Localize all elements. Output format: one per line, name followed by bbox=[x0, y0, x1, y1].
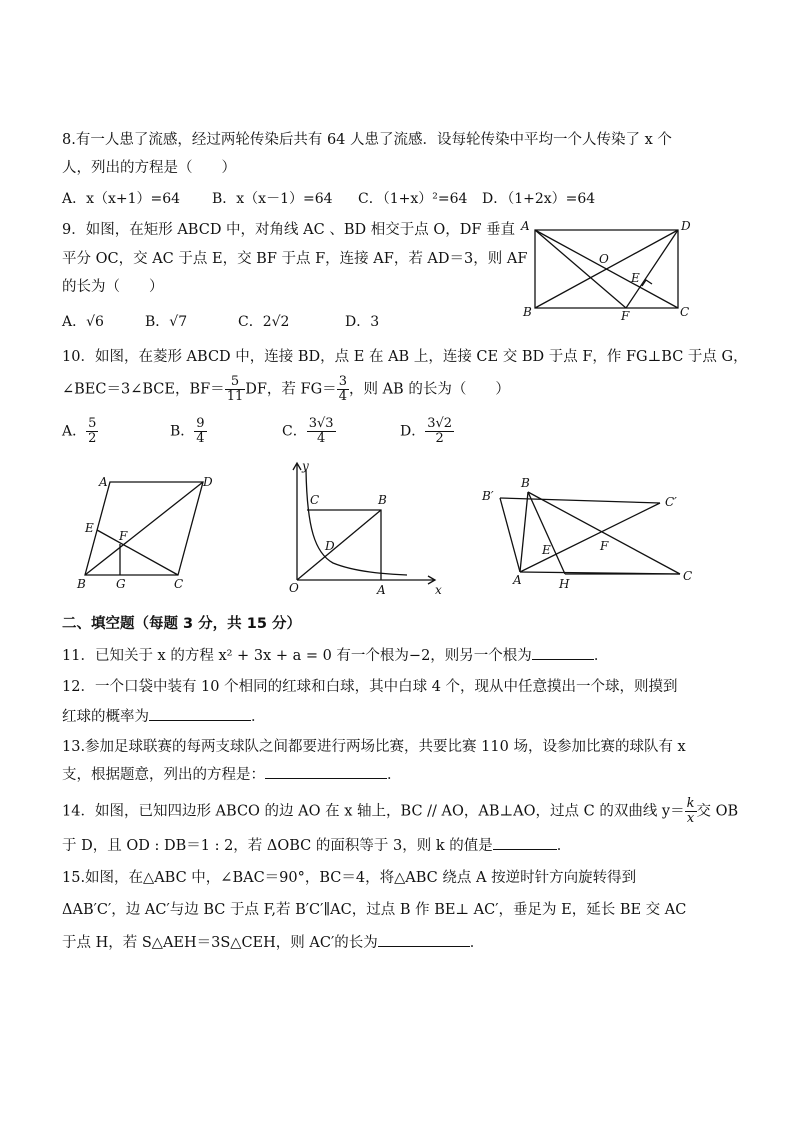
label-o: O bbox=[289, 581, 299, 595]
q8-line2: 人，列出的方程是（ ） bbox=[62, 160, 236, 176]
option-letter: A． bbox=[62, 423, 87, 440]
q10-option-a bbox=[62, 417, 98, 446]
fraction-denominator: 4 bbox=[338, 389, 347, 404]
q9-rectangle-figure bbox=[515, 218, 695, 323]
option-fraction bbox=[425, 417, 454, 446]
q9-option-a: A．√6 bbox=[62, 314, 104, 330]
q9-option-b: B．√7 bbox=[145, 314, 188, 330]
segments-cb-ba bbox=[307, 510, 381, 580]
q9-line1: 9．如图，在矩形 ABCD 中，对角线 AC 、BD 相交于点 O，DF 垂直 bbox=[62, 222, 516, 238]
label-b: B bbox=[77, 577, 86, 591]
q14-line2-part-a: 于 D，且 OD : DB＝1 : 2，若 ΔOBC 的面积等于 3，则 k 的值是 bbox=[62, 838, 493, 854]
fraction-numerator: 5 bbox=[225, 375, 246, 390]
option-letter: C． bbox=[282, 423, 307, 440]
q15-rotation-figure bbox=[470, 470, 705, 595]
q10-rhombus-figure bbox=[75, 470, 225, 595]
fraction-numerator: 3√3 bbox=[308, 416, 334, 431]
label-d: D bbox=[325, 539, 335, 553]
q15-line3-part-b: ． bbox=[469, 935, 485, 951]
label-c: C bbox=[310, 493, 320, 507]
segment-af bbox=[535, 230, 626, 308]
fraction-denominator: 2 bbox=[435, 431, 444, 446]
q10-line2-part-c: ，则 AB 的长为（ ） bbox=[348, 381, 510, 398]
q9-line2: 平分 OC，交 AC 于点 E，交 BF 于点 F，连接 AF，若 AD＝3，则 AF bbox=[62, 251, 528, 267]
q11-text-part-a: 11．已知关于 x 的方程 x² + 3x + a = 0 有一个根为−2，则另一个根为 bbox=[62, 648, 532, 664]
q14-answer-blank[interactable] bbox=[493, 835, 557, 850]
fraction-denominator: 11 bbox=[226, 389, 244, 404]
label-c-prime: C′ bbox=[665, 495, 677, 509]
q8-option-a: A．x（x+1）=64 bbox=[62, 191, 181, 207]
label-a: A bbox=[521, 219, 530, 233]
label-b: B bbox=[378, 493, 387, 507]
label-a: A bbox=[377, 583, 386, 597]
q11-answer-blank[interactable] bbox=[532, 645, 594, 660]
q13-line2-part-b: ． bbox=[387, 767, 402, 783]
q10-line2-part-b: DF，若 FG＝ bbox=[245, 381, 337, 398]
fraction-denominator: 2 bbox=[88, 431, 97, 446]
q10-option-b bbox=[170, 417, 207, 446]
segment-bh bbox=[528, 492, 565, 574]
section-heading-fill-in: 二、填空题（每题 3 分，共 15 分） bbox=[62, 616, 301, 632]
label-c: C bbox=[683, 569, 693, 583]
label-a: A bbox=[513, 573, 522, 587]
option-fraction bbox=[307, 417, 336, 446]
q15-line3-part-a: 于点 H，若 S△AEH＝3S△CEH，则 AC′的长为 bbox=[62, 935, 378, 951]
label-a: A bbox=[99, 475, 108, 489]
label-g: G bbox=[116, 577, 126, 591]
q10-line1: 10．如图，在菱形 ABCD 中，连接 BD，点 E 在 AB 上，连接 CE 交 BD 于点 F，作 FG⊥BC 于点 G， bbox=[62, 349, 748, 365]
q15-line3 bbox=[62, 932, 484, 953]
q14-line2-part-b: ． bbox=[556, 838, 572, 854]
q8-option-b: B．x（x－1）=64 bbox=[212, 191, 333, 207]
q15-answer-blank[interactable] bbox=[378, 932, 470, 947]
label-f: F bbox=[621, 309, 630, 323]
q12-line1: 12．一个口袋中装有 10 个相同的红球和白球，其中白球 4 个，现从中任意摸出一个球，则摸到 bbox=[62, 679, 678, 695]
q12-line2-part-b: ． bbox=[251, 709, 266, 725]
fraction-denominator: 4 bbox=[196, 431, 205, 446]
label-h: H bbox=[559, 577, 570, 591]
q14-hyperbola-figure bbox=[285, 458, 450, 598]
q9-option-c: C．2√2 bbox=[238, 314, 290, 330]
label-b-prime: B′ bbox=[482, 489, 494, 503]
q13-line2-part-a: 支，根据题意，列出的方程是： bbox=[62, 767, 265, 783]
fraction-numerator: 9 bbox=[196, 416, 205, 431]
label-y: y bbox=[302, 459, 309, 473]
q10-fraction-bf bbox=[225, 375, 246, 404]
q12-answer-blank[interactable] bbox=[149, 706, 251, 721]
q12-line2-part-a: 红球的概率为 bbox=[62, 709, 149, 725]
segment-ab bbox=[520, 492, 528, 572]
q15-line2: ΔAB′C′，边 AC′与边 BC 于点 F,若 B′C′∥AC，过点 B 作 BE⊥ AC′，垂足为 E，延长 BE 交 AC bbox=[62, 902, 687, 918]
label-d: D bbox=[681, 219, 691, 233]
q11-text-part-b: ． bbox=[593, 648, 609, 664]
segment-a-c-prime bbox=[520, 503, 660, 572]
option-letter: D． bbox=[400, 423, 426, 440]
option-letter: B． bbox=[170, 423, 195, 440]
label-c: C bbox=[174, 577, 184, 591]
segment-a-b-prime bbox=[500, 498, 520, 572]
fraction-numerator: 3√2 bbox=[427, 416, 453, 431]
label-f: F bbox=[600, 539, 609, 553]
label-d: D bbox=[203, 475, 213, 489]
segment-df bbox=[626, 230, 678, 308]
q10-line2-part-a: ∠BEC＝3∠BCE，BF＝ bbox=[62, 381, 225, 398]
segment-ce bbox=[97, 530, 178, 575]
fraction-numerator: 3 bbox=[338, 374, 347, 389]
label-e: E bbox=[85, 521, 94, 535]
fraction-denominator: x bbox=[686, 811, 695, 826]
q10-option-c bbox=[282, 417, 336, 446]
q14-line2 bbox=[62, 835, 571, 856]
label-x: x bbox=[435, 583, 442, 597]
label-f: F bbox=[119, 529, 128, 543]
q15-line1: 15.如图，在△ABC 中，∠BAC＝90°，BC＝4，将△ABC 绕点 A 按逆时针方向旋转得到 bbox=[62, 870, 637, 886]
q9-option-d: D．3 bbox=[345, 314, 380, 330]
label-o: O bbox=[599, 252, 609, 266]
segment-b-prime-c-prime bbox=[500, 498, 660, 503]
q14-line1-part-a: 14．如图，已知四边形 ABCO 的边 AO 在 x 轴上，BC // AO，AB⊥AO，过点 C 的双曲线 y＝ bbox=[62, 803, 685, 820]
q14-line1-part-b: 交 OB bbox=[696, 803, 739, 820]
q10-option-d bbox=[400, 417, 454, 446]
q10-line2 bbox=[62, 375, 510, 404]
fraction-denominator: 4 bbox=[316, 431, 326, 446]
q11-text bbox=[62, 645, 608, 666]
label-e: E bbox=[542, 543, 551, 557]
q12-line2 bbox=[62, 706, 266, 727]
fraction-numerator: k bbox=[686, 796, 695, 811]
option-fraction bbox=[86, 417, 98, 446]
q13-line2 bbox=[62, 764, 402, 785]
q8-option-d: D．（1+2x）=64 bbox=[482, 191, 596, 207]
fraction-numerator: 5 bbox=[88, 416, 97, 431]
diagonal-bd bbox=[85, 482, 203, 575]
q8-option-c: C．（1+x）²=64 bbox=[358, 191, 468, 207]
q13-line1: 13.参加足球联赛的每两支球队之间都要进行两场比赛，共要比赛 110 场，设参加比赛的球队有 x bbox=[62, 739, 686, 755]
q10-fraction-fg bbox=[337, 375, 349, 404]
q13-answer-blank[interactable] bbox=[265, 764, 387, 779]
label-c: C bbox=[680, 305, 690, 319]
q9-line3: 的长为（ ） bbox=[62, 279, 164, 295]
label-b: B bbox=[523, 305, 532, 319]
label-b: B bbox=[521, 476, 530, 490]
q14-fraction-k-over-x bbox=[685, 797, 697, 826]
q14-line1 bbox=[62, 797, 738, 826]
option-fraction bbox=[194, 417, 206, 446]
q8-line1: 8.有一人患了流感，经过两轮传染后共有 64 人患了流感．设每轮传染中平均一个人传染了 x 个 bbox=[62, 132, 672, 148]
label-e: E bbox=[631, 271, 640, 285]
